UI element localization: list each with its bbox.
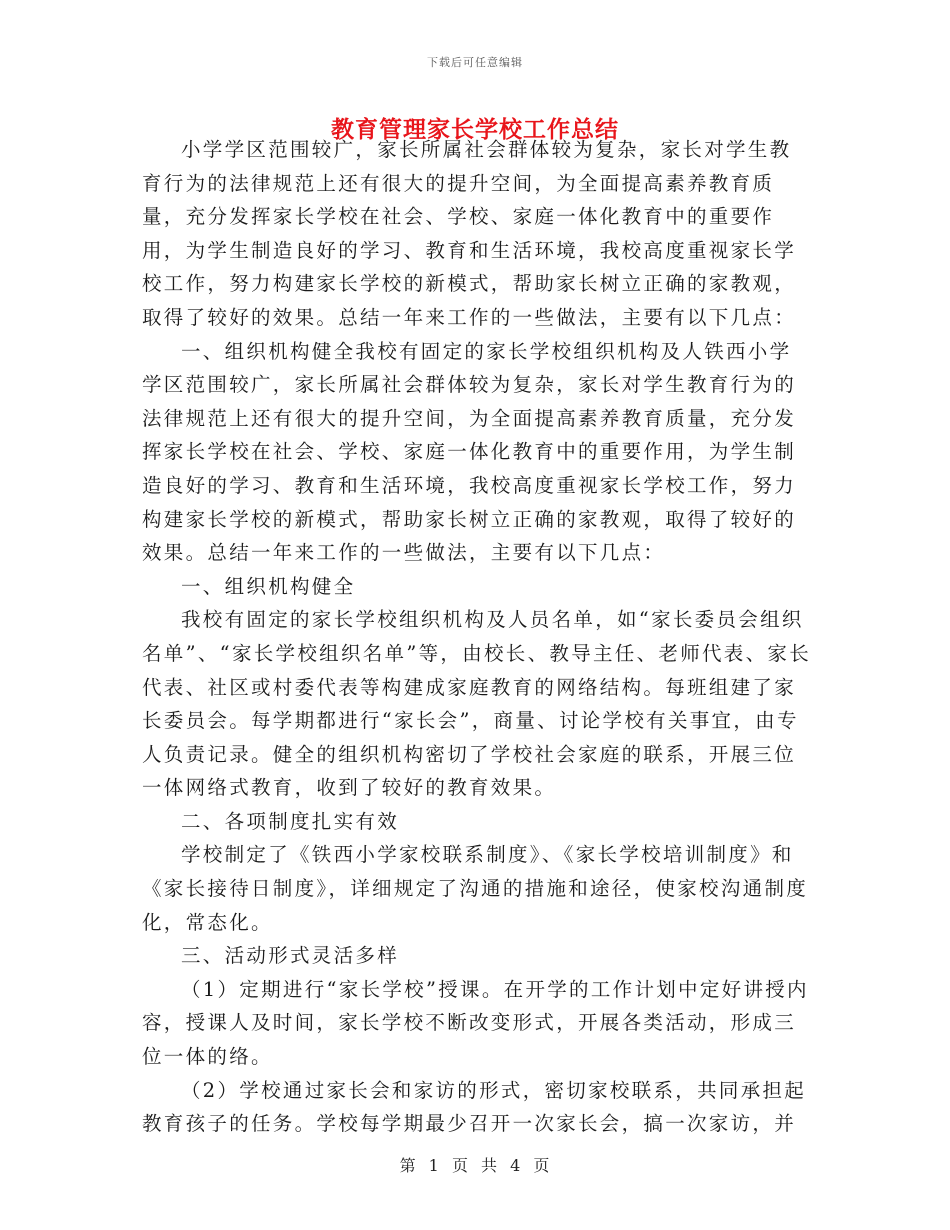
paragraph-systems: 学校制定了《铁西小学家校联系制度》、《家长学校培训制度》和《家长接待日制度》，详细规定了沟通的措施和途径，使家校沟通制度化，常态化。 (142, 843, 809, 934)
page-header-note: 下载后可任意编辑 (427, 56, 523, 69)
section-heading-organization: 一、组织机构健全 (181, 574, 356, 598)
page-number-footer: 第 1 页 共 4 页 (399, 1156, 551, 1175)
paragraph-organization: 我校有固定的家长学校组织机构及人员名单，如“家长委员会组织名单”、“家长学校组织名单”等，由校长、教导主任、老师代表、家长代表、社区或村委代表等构建成家庭教育的网络结构。每班组建了家长委员会。每学期都进行“家长会”，商量、讨论学校有关事宜，由专人负责记录。健全的组织机构密切了学校社会家庭的联系，开展三位一体网络式教育，收到了较好的教育效果。 (142, 608, 812, 800)
paragraph-activity-2: （2）学校通过家长会和家访的形式，密切家校联系，共同承担起教育孩子的任务。学校每学期最少召开一次家长会，搞一次家访，并 (142, 1078, 807, 1136)
section-heading-activities: 三、活动形式灵活多样 (181, 944, 400, 968)
paragraph-intro: 小学学区范围较广，家长所属社会群体较为复杂，家长对学生教育行为的法律规范上还有很大的提升空间，为全面提高素养教育质量，充分发挥家长学校在社会、学校、家庭一体化教育中的重要作用，为学生制造良好的学习、教育和生活环境，我校高度重视家长学校工作，努力构建家长学校的新模式，帮助家长树立正确的家教观，取得了较好的效果。总结一年来工作的一些做法，主要有以下几点： (142, 138, 797, 329)
paragraph-activity-1: （1）定期进行“家长学校”授课。在开学的工作计划中定好讲授内容，授课人及时间，家长学校不断改变形式，开展各类活动，形成三位一体的络。 (142, 977, 809, 1069)
paragraph-repeated-intro: 一、组织机构健全我校有固定的家长学校组织机构及人铁西小学学区范围较广，家长所属社会群体较为复杂，家长对学生教育行为的法律规范上还有很大的提升空间，为全面提高素养教育质量，充分发挥家长学校在社会、学校、家庭一体化教育中的重要作用，为学生制造良好的学习、教育和生活环境，我校高度重视家长学校工作，努力构建家长学校的新模式，帮助家长树立正确的家教观，取得了较好的效果。总结一年来工作的一些做法，主要有以下几点： (142, 339, 797, 565)
document-title: 教育管理家长学校工作总结 (331, 116, 619, 143)
section-heading-systems: 二、各项制度扎实有效 (181, 809, 400, 833)
document-body (142, 133, 812, 1141)
